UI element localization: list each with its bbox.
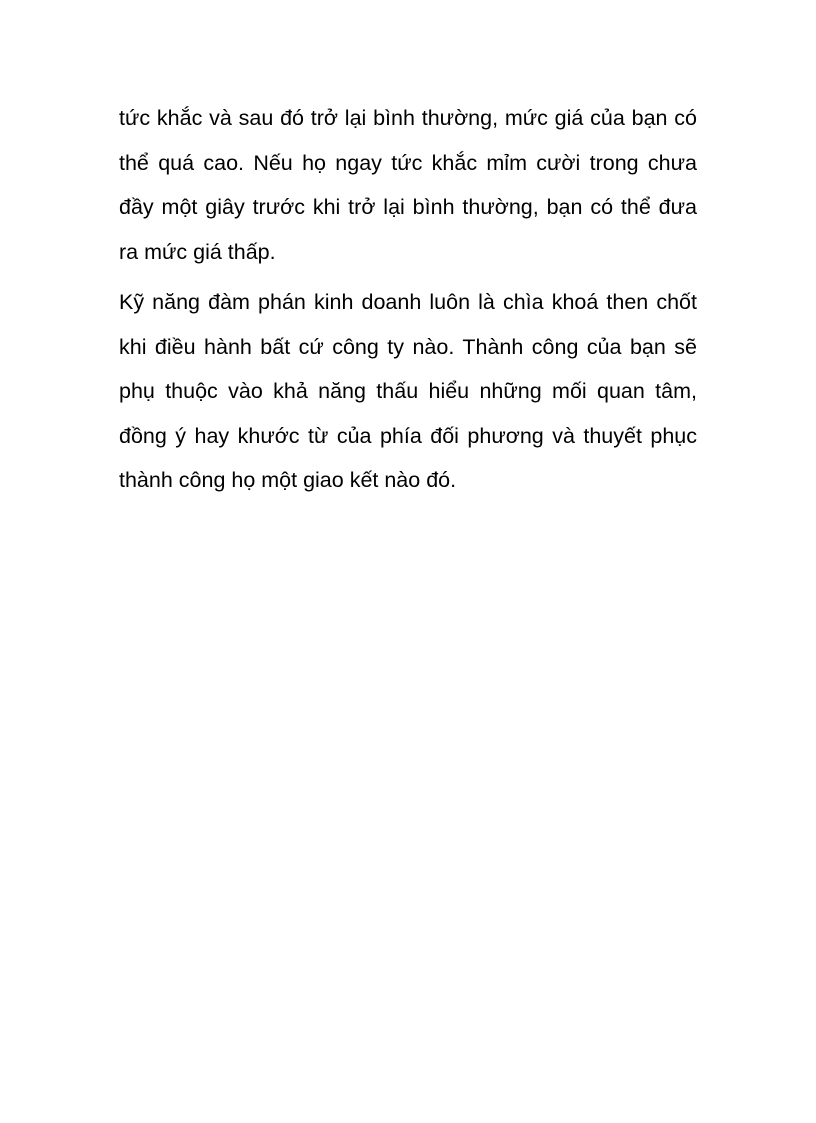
body-text <box>119 96 697 503</box>
paragraph-1: tức khắc và sau đó trở lại bình thường, mức giá của bạn có thể quá cao. Nếu họ ngay tức khắc mỉm cười trong chưa đầy một giây trước khi trở lại bình thường, bạn có thể đưa ra mức giá thấp. <box>119 106 697 264</box>
paragraph-2: Kỹ năng đàm phán kinh doanh luôn là chìa khoá then chốt khi điều hành bất cứ công ty nào. Thành công của bạn sẽ phụ thuộc vào khả năng thấu hiểu những mối quan tâm, đồng ý hay khước từ của phía đối phương và thuyết phục thành công họ một giao kết nào đó. <box>119 290 697 492</box>
